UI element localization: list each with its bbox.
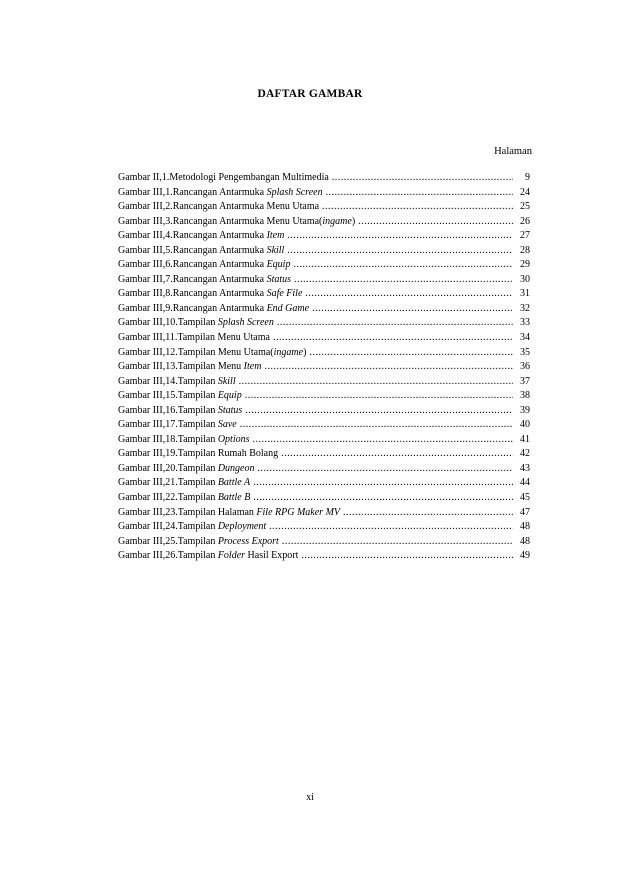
figure-page-number: 9 <box>525 172 530 183</box>
figure-page-number: 43 <box>520 462 530 474</box>
figure-page-number: 47 <box>520 506 530 518</box>
figure-list-item <box>118 405 530 420</box>
figure-list-item <box>118 274 530 289</box>
dot-leader <box>240 419 513 430</box>
figure-caption: Gambar II,1.Metodologi Pengembangan Multimedia <box>118 172 329 183</box>
figure-page-number: 26 <box>520 215 530 227</box>
figure-list-item <box>118 259 530 274</box>
page-number-footer: xi <box>306 792 314 803</box>
figure-list-item <box>118 492 530 507</box>
dot-leader <box>245 390 513 401</box>
figure-caption: Gambar III,4.Rancangan Antarmuka Item <box>118 230 285 242</box>
figure-list-item <box>118 521 530 536</box>
dot-leader <box>281 448 513 459</box>
figure-list-item <box>118 201 530 216</box>
figure-caption: Gambar III,25.Tampilan Process Export <box>118 535 279 547</box>
figure-list-item <box>118 317 530 332</box>
page-title: DAFTAR GAMBAR <box>257 88 363 100</box>
figure-page-number: 48 <box>520 535 530 547</box>
figure-list-item <box>118 332 530 347</box>
figure-list-item <box>118 288 530 303</box>
dot-leader <box>258 463 514 474</box>
figure-page-number: 30 <box>520 273 530 285</box>
figure-caption: Gambar III,11.Tampilan Menu Utama <box>118 332 270 344</box>
figure-caption: Gambar III,18.Tampilan Options <box>118 433 250 445</box>
figure-page-number: 45 <box>520 492 530 504</box>
figure-list-item <box>118 376 530 391</box>
figure-caption: Gambar III,6.Rancangan Antarmuka Equip <box>118 259 291 271</box>
figure-caption: Gambar III,12.Tampilan Menu Utama(ingame) <box>118 346 307 358</box>
figure-caption: Gambar III,8.Rancangan Antarmuka Safe File <box>118 288 303 300</box>
figure-list-item <box>118 347 530 362</box>
dot-leader <box>309 347 513 358</box>
figure-list-item <box>118 245 530 260</box>
figure-page-number: 44 <box>520 477 530 489</box>
dot-leader <box>343 507 513 518</box>
figure-caption: Gambar III,7.Rancangan Antarmuka Status <box>118 273 292 285</box>
figure-caption: Gambar III,21.Tampilan Battle A <box>118 477 251 489</box>
figure-caption: Gambar III,1.Rancangan Antarmuka Splash Screen <box>118 186 323 198</box>
dot-leader <box>294 274 513 285</box>
figure-page-number: 31 <box>520 288 530 300</box>
figure-caption: Gambar III,24.Tampilan Deployment <box>118 521 267 533</box>
dot-leader <box>264 361 513 372</box>
figure-page-number: 39 <box>520 404 530 416</box>
figure-list-item <box>118 419 530 434</box>
figure-page-number: 25 <box>520 201 530 213</box>
figure-caption: Gambar III,5.Rancangan Antarmuka Skill <box>118 244 285 256</box>
figure-page-number: 42 <box>520 448 530 460</box>
figure-list-item <box>118 448 530 463</box>
figure-list-item <box>118 390 530 405</box>
figure-caption: Gambar III,26.Tampilan Folder Hasil Export <box>118 550 299 562</box>
dot-leader <box>312 303 513 314</box>
figure-page-number: 38 <box>520 390 530 402</box>
figure-page-number: 49 <box>520 550 530 562</box>
figure-caption: Gambar III,23.Tampilan Halaman File RPG Maker MV <box>118 506 341 518</box>
figure-list-item <box>118 463 530 478</box>
dot-leader <box>282 536 513 547</box>
figure-page-number: 28 <box>520 244 530 256</box>
figure-page-number: 48 <box>520 521 530 533</box>
figure-list-item <box>118 361 530 376</box>
figure-page-number: 41 <box>520 433 530 445</box>
figure-page-number: 27 <box>520 230 530 242</box>
figure-page-number: 29 <box>520 259 530 271</box>
figure-list <box>118 172 530 565</box>
dot-leader <box>239 376 513 387</box>
dot-leader <box>305 288 513 299</box>
figure-page-number: 34 <box>520 332 530 344</box>
figure-caption: Gambar III,9.Rancangan Antarmuka End Game <box>118 302 310 314</box>
figure-list-item <box>118 303 530 318</box>
figure-caption: Gambar III,15.Tampilan Equip <box>118 390 242 402</box>
figure-list-item <box>118 230 530 245</box>
figure-page-number: 35 <box>520 346 530 358</box>
figure-page-number: 36 <box>520 361 530 373</box>
figure-list-item <box>118 172 530 187</box>
dot-leader <box>293 259 513 270</box>
figure-page-number: 32 <box>520 302 530 314</box>
figure-caption: Gambar III,22.Tampilan Battle B <box>118 492 251 504</box>
dot-leader <box>326 187 513 198</box>
figure-caption: Gambar III,17.Tampilan Save <box>118 419 237 431</box>
figure-list-item <box>118 507 530 522</box>
dot-leader <box>322 201 513 212</box>
figure-page-number: 37 <box>520 375 530 387</box>
figure-caption: Gambar III,2.Rancangan Antarmuka Menu Utama <box>118 201 320 213</box>
figure-page-number: 40 <box>520 419 530 431</box>
dot-leader <box>253 477 513 488</box>
dot-leader <box>245 405 513 416</box>
page-column-label: Halaman <box>494 146 532 157</box>
figure-caption: Gambar III,16.Tampilan Status <box>118 404 243 416</box>
dot-leader <box>301 550 513 561</box>
figure-caption: Gambar III,14.Tampilan Skill <box>118 375 236 387</box>
figure-caption: Gambar III,10.Tampilan Splash Screen <box>118 317 274 329</box>
figure-caption: Gambar III,19.Tampilan Rumah Bolang <box>118 448 279 460</box>
dot-leader <box>253 492 513 503</box>
figure-caption: Gambar III,20.Tampilan Dungeon <box>118 462 255 474</box>
dot-leader <box>273 332 513 343</box>
figure-list-item <box>118 536 530 551</box>
dot-leader <box>332 172 513 183</box>
figure-list-item <box>118 477 530 492</box>
dot-leader <box>287 230 513 241</box>
figure-list-item <box>118 187 530 202</box>
dot-leader <box>287 245 513 256</box>
figure-list-item <box>118 550 530 565</box>
figure-list-item <box>118 216 530 231</box>
dot-leader <box>358 216 513 227</box>
figure-page-number: 24 <box>520 186 530 198</box>
figure-caption: Gambar III,3.Rancangan Antarmuka Menu Utama(ingame) <box>118 215 356 227</box>
figure-caption: Gambar III,13.Tampilan Menu Item <box>118 361 262 373</box>
dot-leader <box>269 521 513 532</box>
figure-page-number: 33 <box>520 317 530 329</box>
figure-list-item <box>118 434 530 449</box>
dot-leader <box>253 434 514 445</box>
dot-leader <box>277 317 513 328</box>
